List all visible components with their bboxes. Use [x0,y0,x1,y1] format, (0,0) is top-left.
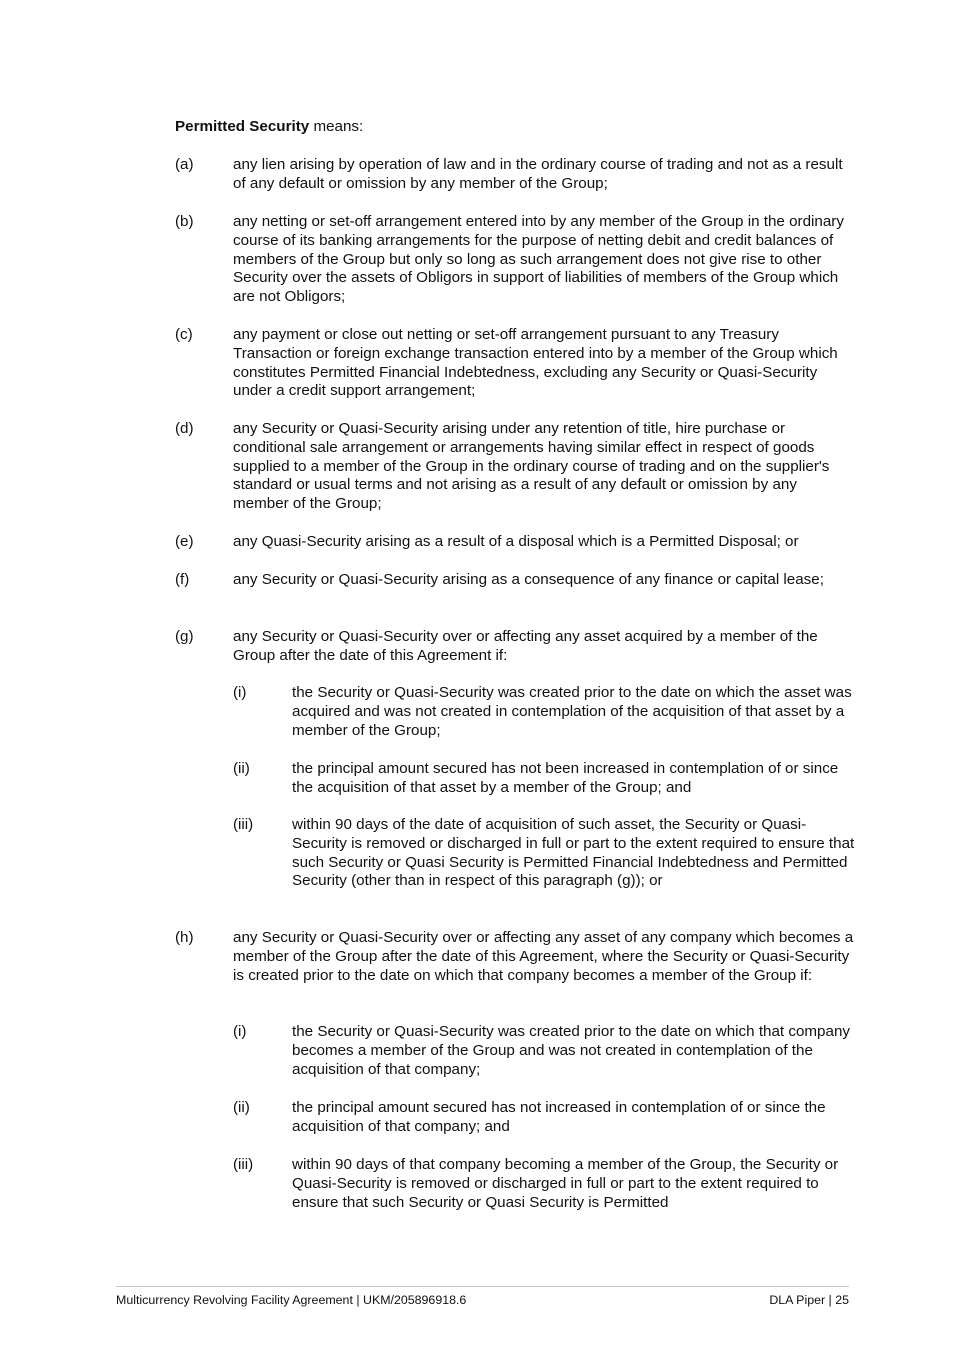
clause-label: (a) [175,156,194,173]
footer-page-number: DLA Piper | 25 [769,1293,849,1307]
clause-text: any Security or Quasi-Security over or affecting any asset acquired by a member of the Group after the date of this Agreement if: [233,628,818,664]
clause-label: (g) [175,628,194,645]
clause-text: any Security or Quasi-Security arising as a consequence of any finance or capital lease; [233,571,824,588]
clause-label: (e) [175,533,194,550]
footer-divider [116,1286,849,1287]
subclause-label: (iii) [233,816,254,833]
clause-text: any Security or Quasi-Security over or affecting any asset of any company which becomes a member of the Group after the date of this Agreement, where the Security or Quasi-Security is created prior to the date on which that company becomes a member of the Group if: [233,929,854,984]
clause-label: (d) [175,420,194,437]
subclause-label: (i) [233,1023,247,1040]
subclause-text: the Security or Quasi-Security was created prior to the date on which that company becomes a member of the Group and was not created in contemplation of the acquisition of that company; [292,1023,850,1078]
subclause-text: the principal amount secured has not increased in contemplation of or since the acquisition of that company; and [292,1099,826,1135]
defined-term: Permitted Security [175,118,310,135]
definition-lead: means: [309,118,364,135]
subclause-label: (iii) [233,1156,254,1173]
clause-label: (f) [175,571,190,588]
clause-label: (h) [175,929,194,946]
clause-text: any payment or close out netting or set-off arrangement pursuant to any Treasury Transaction or foreign exchange transaction entered into by a member of the Group which constitutes Permitted Financial Indebtedness, excluding any Security or Quasi-Security under a credit support arrangement; [233,326,838,400]
subclause-text: within 90 days of that company becoming a member of the Group, the Security or Quasi-Security is removed or discharged in full or part to the extent required to ensure that such Security or Quasi Security is Permitted [292,1156,839,1211]
clause-text: any netting or set-off arrangement entered into by any member of the Group in the ordinary course of its banking arrangements for the purpose of netting debit and credit balances of members of the Group but only so long as such arrangement does not give rise to other Security over the assets of Obligors in support of liabilities of members of the Group which are not Obligors; [233,213,844,306]
subclause-label: (i) [233,684,247,701]
subclause-label: (ii) [233,1099,250,1116]
subclause-text: the Security or Quasi-Security was created prior to the date on which the asset was acquired and was not created in contemplation of the acquisition of that asset by a member of the Group; [292,684,852,739]
definition-heading [175,118,363,137]
subclause-label: (ii) [233,760,250,777]
clause-text: any Quasi-Security arising as a result of a disposal which is a Permitted Disposal; or [233,533,799,550]
clause-label: (c) [175,326,193,343]
clause-text: any Security or Quasi-Security arising under any retention of title, hire purchase or conditional sale arrangement or arrangements having similar effect in respect of goods supplied to a member of the Group in the ordinary course of trading and on the supplier's standard or usual terms and not arising as a result of any default or omission by any member of the Group; [233,420,830,513]
footer-document-reference: Multicurrency Revolving Facility Agreement | UKM/205896918.6 [116,1293,467,1307]
clause-text: any lien arising by operation of law and in the ordinary course of trading and not as a result of any default or omission by any member of the Group; [233,156,843,192]
subclause-text: within 90 days of the date of acquisition of such asset, the Security or Quasi-Security is removed or discharged in full or part to the extent required to ensure that such Security or Quasi Security is Permitted Financial Indebtedness and Permitted Security (other than in respect of this paragraph (g)); or [292,816,855,890]
clause-label: (b) [175,213,194,230]
subclause-text: the principal amount secured has not been increased in contemplation of or since the acquisition of that asset by a member of the Group; and [292,760,839,796]
